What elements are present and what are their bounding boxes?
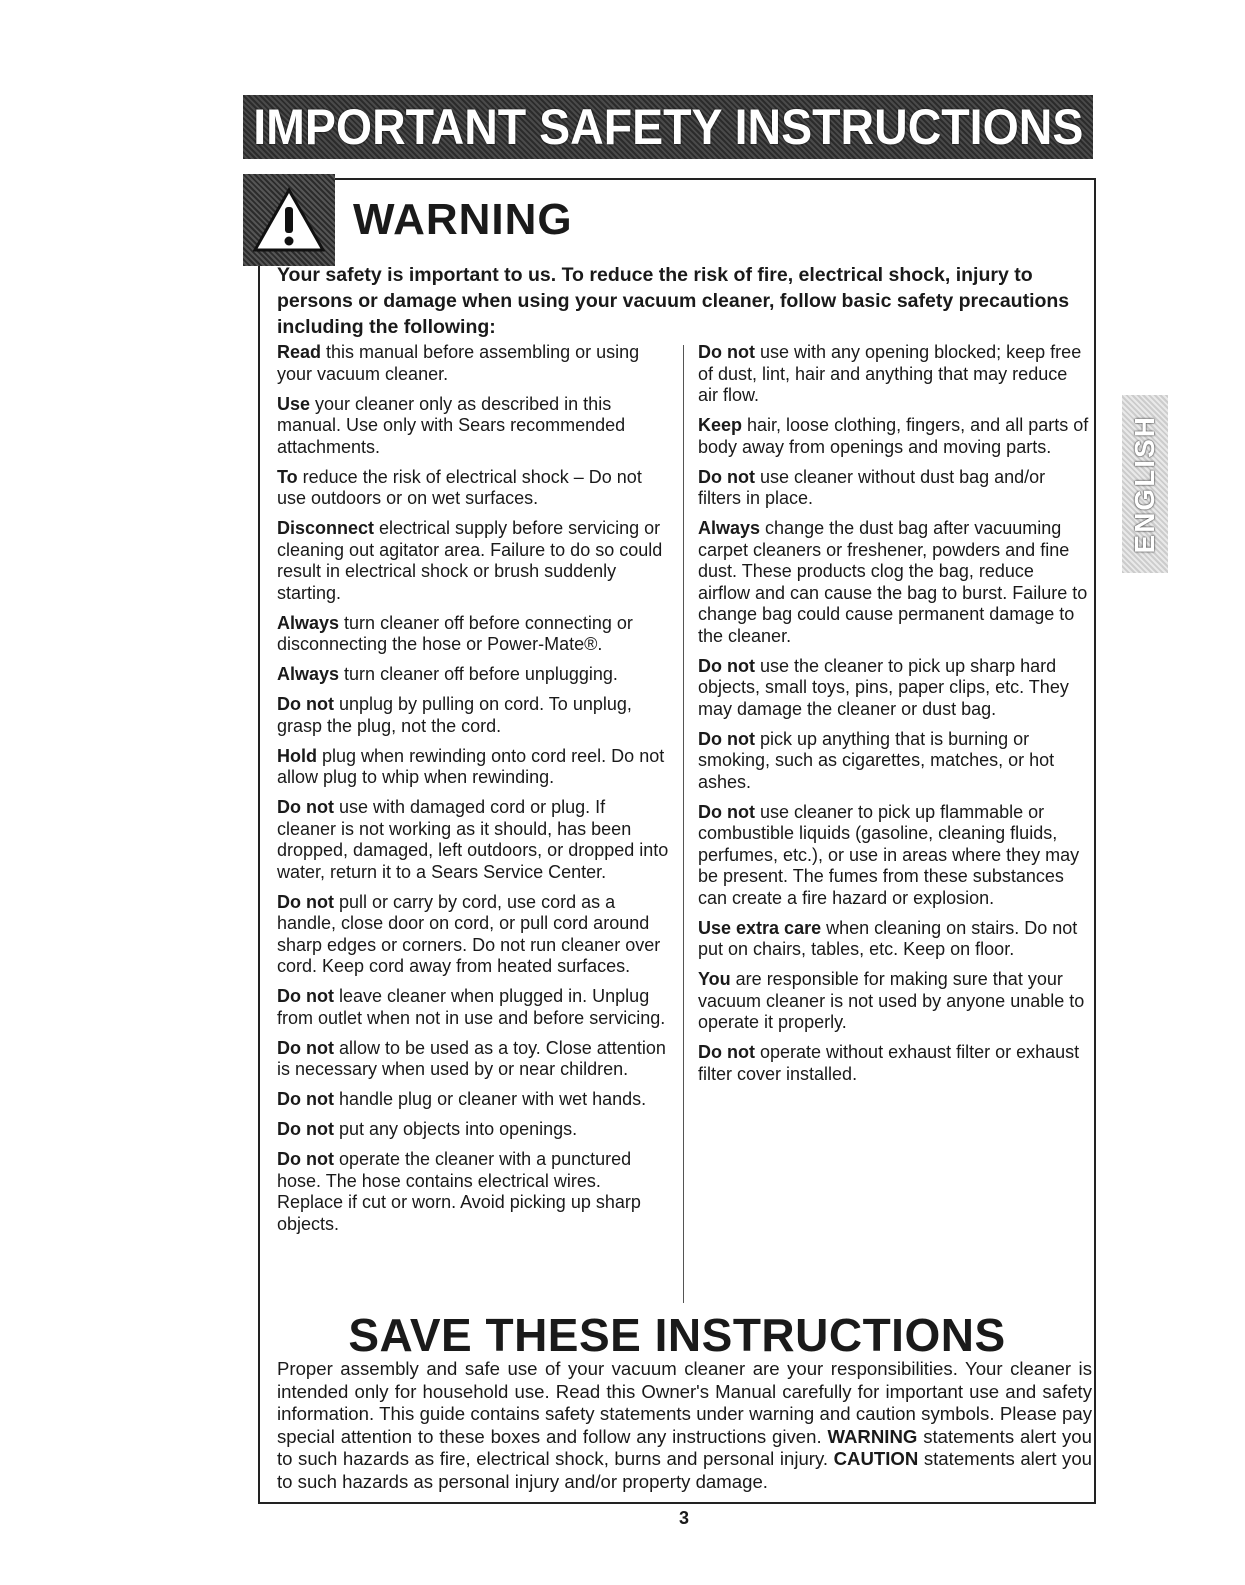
- safety-item: [277, 1119, 669, 1141]
- safety-item-text: turn cleaner off before connecting or disconnecting the hose or Power-Mate®.: [277, 612, 633, 654]
- safety-item-text: when cleaning on stairs. Do not put on chairs, tables, etc. Keep on floor.: [698, 917, 1078, 959]
- safety-item-text: hair, loose clothing, fingers, and all parts of body away from openings and moving parts.: [698, 415, 1089, 457]
- safety-item: [277, 467, 669, 510]
- safety-item-keyword: Use extra care: [698, 917, 822, 938]
- safety-item: [277, 1089, 669, 1111]
- safety-item-keyword: Always: [698, 518, 761, 538]
- warning-title: WARNING: [353, 195, 573, 244]
- safety-item: [277, 518, 669, 604]
- caution-keyword: CAUTION: [833, 1448, 919, 1469]
- side-tab-label: ENGLISH: [1129, 414, 1160, 554]
- safety-item-text: use the cleaner to pick up sharp hard objects, small toys, pins, paper clips, etc. They may damage the cleaner or dust bag.: [698, 655, 1069, 719]
- safety-item-keyword: Do not: [277, 1089, 334, 1109]
- safety-item-keyword: Read: [277, 342, 322, 362]
- safety-item-text: handle plug or cleaner with wet hands.: [333, 1089, 647, 1109]
- safety-item-keyword: Do not: [698, 342, 755, 362]
- safety-item-text: this manual before assembling or using your vacuum cleaner.: [277, 342, 640, 384]
- safety-item: [698, 518, 1090, 647]
- closing-text-a: Proper assembly and safe use of your vacuum cleaner are your responsibilities. Your cleaner is intended only for household use. Read this Owner's Manual carefully for important use and safety information. This guide contains safety statements under warning and caution symbols. Please pay special attention to these boxes and follow any instructions given.: [277, 1358, 1092, 1447]
- safety-item: [277, 797, 669, 883]
- safety-item: [277, 342, 669, 385]
- safety-item-text: your cleaner only as described in this manual. Use only with Sears recommended attachments.: [277, 393, 626, 457]
- safety-item-keyword: To: [277, 466, 298, 487]
- safety-item: [277, 394, 669, 459]
- safety-item-keyword: Do not: [277, 797, 334, 817]
- safety-item: [277, 613, 669, 656]
- safety-item-text: pull or carry by cord, use cord as a handle, close door on cord, or pull cord around sharp edges or corners. Do not run cleaner over cord. Keep cord away from heated surfaces.: [277, 891, 661, 976]
- safety-item: [698, 918, 1090, 961]
- safety-item-text: reduce the risk of electrical shock – Do not use outdoors or on wet surfaces.: [277, 466, 642, 508]
- safety-item-text: put any objects into openings.: [333, 1119, 578, 1139]
- warning-intro: Your safety is important to us. To reduce the risk of fire, electrical shock, injury to persons or damage when using your vacuum cleaner, follow basic safety precautions including the following:: [277, 264, 1070, 338]
- safety-item: [698, 467, 1090, 510]
- safety-item-text: leave cleaner when plugged in. Unplug from outlet when not in use and before servicing.: [277, 986, 666, 1028]
- safety-item-keyword: Do not: [698, 728, 755, 749]
- safety-item-text: operate without exhaust filter or exhaust filter cover installed.: [698, 1042, 1080, 1084]
- safety-item-text: use with any opening blocked; keep free of dust, lint, hair and anything that may reduce air flow.: [698, 342, 1082, 405]
- language-side-tab: [1122, 395, 1168, 573]
- safety-item-keyword: Hold: [277, 745, 317, 766]
- safety-item: [698, 802, 1090, 910]
- safety-item: [277, 664, 669, 686]
- safety-item: [698, 415, 1090, 458]
- warning-triangle-icon: [243, 174, 335, 266]
- safety-item: [277, 892, 669, 978]
- safety-item-keyword: Do not: [698, 655, 755, 676]
- banner-title: IMPORTANT SAFETY INSTRUCTIONS: [252, 99, 1084, 155]
- safety-item-text: use with damaged cord or plug. If cleaner is not working as it should, has been dropped, damaged, left outdoors, or dropped into water, return it to a Sears Service Center.: [277, 797, 669, 882]
- safety-item-text: pick up anything that is burning or smoking, such as cigarettes, matches, or hot ashes.: [698, 728, 1055, 792]
- safety-item: [698, 969, 1090, 1034]
- safety-item-text: unplug by pulling on cord. To unplug, grasp the plug, not the cord.: [277, 694, 632, 736]
- safety-item-keyword: Do not: [698, 466, 755, 487]
- safety-item: [698, 656, 1090, 721]
- closing-text-b: statements alert you to such hazards as fire, electrical shock, burns and personal injury.: [277, 1425, 1092, 1469]
- safety-item-text: allow to be used as a toy. Close attention is necessary when used by or near children.: [277, 1037, 666, 1079]
- closing-text-c: statements alert you to such hazards as personal injury and/or property damage.: [277, 1448, 1093, 1492]
- safety-item-keyword: Always: [277, 664, 340, 684]
- safety-item-keyword: Do not: [277, 694, 334, 714]
- page-number: 3: [678, 1508, 689, 1528]
- safety-item: [277, 986, 669, 1029]
- safety-item: [277, 746, 669, 789]
- safety-item-text: use cleaner without dust bag and/or filters in place.: [698, 466, 1046, 508]
- warning-header: [243, 174, 573, 266]
- safety-item-keyword: Do not: [698, 801, 755, 822]
- safety-item-keyword: Do not: [698, 1042, 755, 1062]
- safety-item-keyword: Do not: [277, 891, 334, 912]
- safety-item-keyword: Do not: [277, 1119, 334, 1139]
- safety-item-keyword: Do not: [277, 1149, 334, 1169]
- safety-item: [698, 342, 1090, 407]
- safety-item-text: plug when rewinding onto cord reel. Do not allow plug to whip when rewinding.: [277, 745, 665, 787]
- safety-item-text: operate the cleaner with a punctured hose. The hose contains electrical wires. Replace if cut or worn. Avoid picking up sharp objects.: [277, 1149, 641, 1234]
- safety-item-keyword: Keep: [698, 415, 743, 435]
- safety-item: [698, 1042, 1090, 1085]
- warning-keyword: WARNING: [827, 1425, 918, 1447]
- safety-item-keyword: Use: [277, 393, 311, 414]
- safety-item: [277, 1149, 669, 1235]
- safety-item-text: use cleaner to pick up flammable or combustible liquids (gasoline, cleaning fluids, perfumes, etc.), or use in areas where they may be present. The fumes from these substances can create a fire hazard or explosion.: [698, 801, 1080, 908]
- safety-banner: [243, 95, 1093, 159]
- safety-item-text: electrical supply before servicing or cleaning out agitator area. Failure to do so could result in electrical shock or brush suddenly starting.: [277, 518, 663, 603]
- closing-paragraph: [277, 1358, 1092, 1493]
- safety-item-keyword: Do not: [277, 1037, 334, 1058]
- safety-item-text: are responsible for making sure that your vacuum cleaner is not used by anyone unable to operate it properly.: [698, 969, 1085, 1032]
- safety-item-keyword: Do not: [277, 986, 334, 1006]
- safety-item: [698, 729, 1090, 794]
- safety-item-text: change the dust bag after vacuuming carpet cleaners or freshener, powders and fine dust. These products clog the bag, reduce airflow and can cause the bag to burst. Failure to change bag could cause permanent damage to the cleaner.: [698, 518, 1088, 646]
- safety-item: [277, 1038, 669, 1081]
- right-column: [698, 342, 1090, 1094]
- save-instructions-title: SAVE THESE INSTRUCTIONS: [348, 1309, 1006, 1361]
- safety-item: [277, 694, 669, 737]
- column-divider: [683, 345, 684, 1303]
- safety-item-keyword: Disconnect: [277, 518, 375, 538]
- safety-item-text: turn cleaner off before unplugging.: [339, 664, 618, 684]
- safety-item-keyword: Always: [277, 612, 340, 633]
- left-column: [277, 342, 669, 1244]
- safety-item-keyword: You: [698, 969, 731, 989]
